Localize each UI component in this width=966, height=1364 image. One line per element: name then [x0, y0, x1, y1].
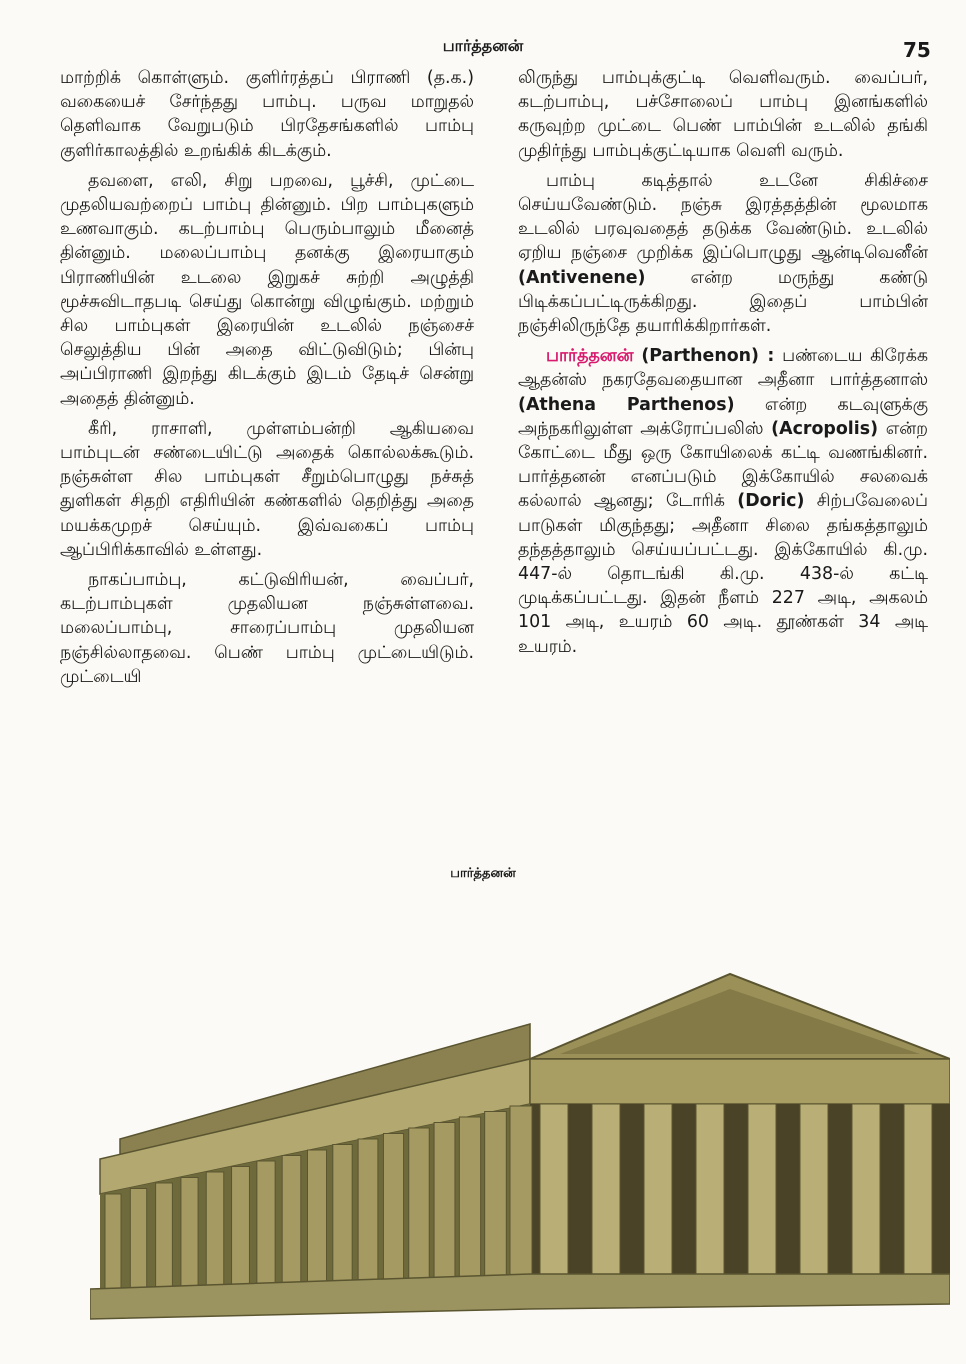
english-term: (Parthenon) :: [641, 346, 775, 367]
column: [257, 1161, 275, 1285]
column: [308, 1150, 327, 1283]
english-term: (Acropolis): [771, 418, 879, 439]
column: [644, 1104, 672, 1276]
column: [459, 1117, 480, 1279]
entry-headword: பார்த்தனன்: [546, 346, 634, 367]
english-term: (Antivenene): [518, 267, 646, 288]
column: [181, 1178, 198, 1287]
paragraph-text: பண்டைய கிரேக்க ஆதன்ஸ் நகரதேவதையான அதீனா பார்த்தனாஸ்: [518, 346, 929, 391]
parthenon-illustration: [90, 944, 950, 1324]
column: [358, 1139, 378, 1282]
english-term: (Doric): [737, 491, 805, 512]
paragraph: தவளை, எலி, சிறு பறவை, பூச்சி, முட்டை முதலியவற்றைப் பாம்பு தின்னும். பிற பாம்புகளும் உணவாகும். கடற்பாம்பு பெரும்பாலும் மீனைத் தின்னும். மலைப்பாம்பு தனக்கு இரையாகும் பிராணியின் உடலை இறுகச் சுற்றி அழுத்தி மூச்சுவிடாதபடி செய்து கொன்று விழுங்கும். மற்றும் சில பாம்புகள் இரையின் உடலில் நஞ்சைச் செலுத்திய பின் அதை விட்டுவிடும்; பின்பு அப்பிராணி இறந்து கிடக்கும் இடம் தேடிச் சென்று அதைத் தின்னும்.: [60, 170, 474, 409]
encyclopedia-entry: [518, 344, 928, 659]
paragraph: மாற்றிக் கொள்ளும். குளிர்ரத்தப் பிராணி (த.க.) வகையைச் சேர்ந்தது பாம்பு. பருவ மாறுதல் தெளிவாக வேறுபடும் பிரதேசங்களில் பாம்பு குளிர்காலத்தில் உறங்கிக் கிடக்கும்.: [60, 68, 474, 161]
entablature-front: [530, 1059, 950, 1104]
column: [540, 1104, 568, 1276]
paragraph-text: சிற்பவேலைப் பாடுகள் மிகுந்தது; அதீனா சிலை தங்கத்தாலும் தந்தத்தாலும் செய்யப்பட்டது. இக்கோயில் கி.மு. 447-ல் தொடங்கி கி.மு. 438-ல் கட்டி முடிக்கப்பட்டது. இதன் நீளம் 227 அடி, அகலம் 101 அடி, உயரம் 60 அடி. தூண்கள் 34 அடி உயரம்.: [518, 491, 929, 657]
running-header: பார்த்தனன்: [442, 36, 524, 55]
page-number: 75: [903, 38, 931, 62]
column: [434, 1123, 455, 1280]
column: [333, 1145, 352, 1283]
column: [232, 1167, 250, 1286]
column: [282, 1156, 301, 1284]
column: [904, 1104, 932, 1276]
paragraph: கீரி, ராசாளி, முள்ளம்பன்றி ஆகியவை பாம்புடன் சண்டையிட்டு அதைக் கொல்லக்கூடும். நஞ்சுள்ள சில பாம்புகள் சீறும்பொழுது நச்சுத் துளிகள் சிதறி எதிரியின் கண்களில் தெறித்து அதை மயக்கமுறச் செய்யும். இவ்வகைப் பாம்பு ஆப்பிரிக்காவில் உள்ளது.: [60, 418, 474, 560]
english-term: (Athena Parthenos): [518, 394, 735, 415]
figure-caption: பார்த்தனன்: [450, 866, 516, 881]
paragraph: நாகப்பாம்பு, கட்டுவிரியன், வைப்பர், கடற்பாம்புகள் முதலியன நஞ்சுள்ளவை. மலைப்பாம்பு, சாரைப்பாம்பு முதலியன நஞ்சில்லாதவை. பெண் பாம்பு முட்டையிடும். முட்டையி: [60, 570, 474, 687]
column: [592, 1104, 620, 1276]
column: [383, 1134, 403, 1281]
column: [206, 1172, 224, 1286]
paragraph-text: பாம்பு கடித்தால் உடனே சிகிச்சை செய்யவேண்டும். நஞ்சு இரத்தத்தின் மூலமாக உடலில் பரவுவதைத் தடுக்க வேண்டும். உடலில் ஏறிய நஞ்சை முறிக்க இப்பொழுது ஆன்டிவெனீன்: [518, 170, 928, 264]
column: [852, 1104, 880, 1276]
paragraph-text: என்ற கோட்டை மீது ஒரு கோயிலைக் கட்டி வணங்கினர். பார்த்தனன் எனப்படும் இக்கோயில் சலவைக் கல்லால் ஆனது; டோரிக்: [518, 418, 929, 512]
paragraph: [518, 169, 928, 338]
column: [105, 1194, 121, 1289]
column: [130, 1189, 146, 1289]
paragraph-text: என்ற கடவுளுக்கு அந்நகரிலுள்ள அக்ரோப்பலிஸ்: [518, 394, 928, 439]
column: [696, 1104, 724, 1276]
pediment-sculpture: [560, 989, 920, 1054]
left-column: [60, 66, 474, 695]
column: [800, 1104, 828, 1276]
column: [485, 1112, 507, 1278]
column: [748, 1104, 776, 1276]
column: [156, 1183, 173, 1288]
column: [409, 1128, 430, 1280]
paragraph: லிருந்து பாம்புக்குட்டி வெளிவரும். வைப்பர், கடற்பாம்பு, பச்சோலைப் பாம்பு இனங்களில் கருவுற்ற முட்டை பெண் பாம்பின் உடலில் தங்கி முதிர்ந்து பாம்புக்குட்டியாக வெளி வரும்.: [518, 68, 928, 161]
parthenon-drawing: [90, 944, 950, 1324]
column: [510, 1106, 532, 1277]
right-column: [518, 66, 928, 665]
paragraph-text: என்ற மருந்து கண்டு பிடிக்கப்பட்டிருக்கிறது. இதைப் பாம்பின் நஞ்சிலிருந்தே தயாரிக்கிறார்கள்.: [518, 267, 929, 337]
